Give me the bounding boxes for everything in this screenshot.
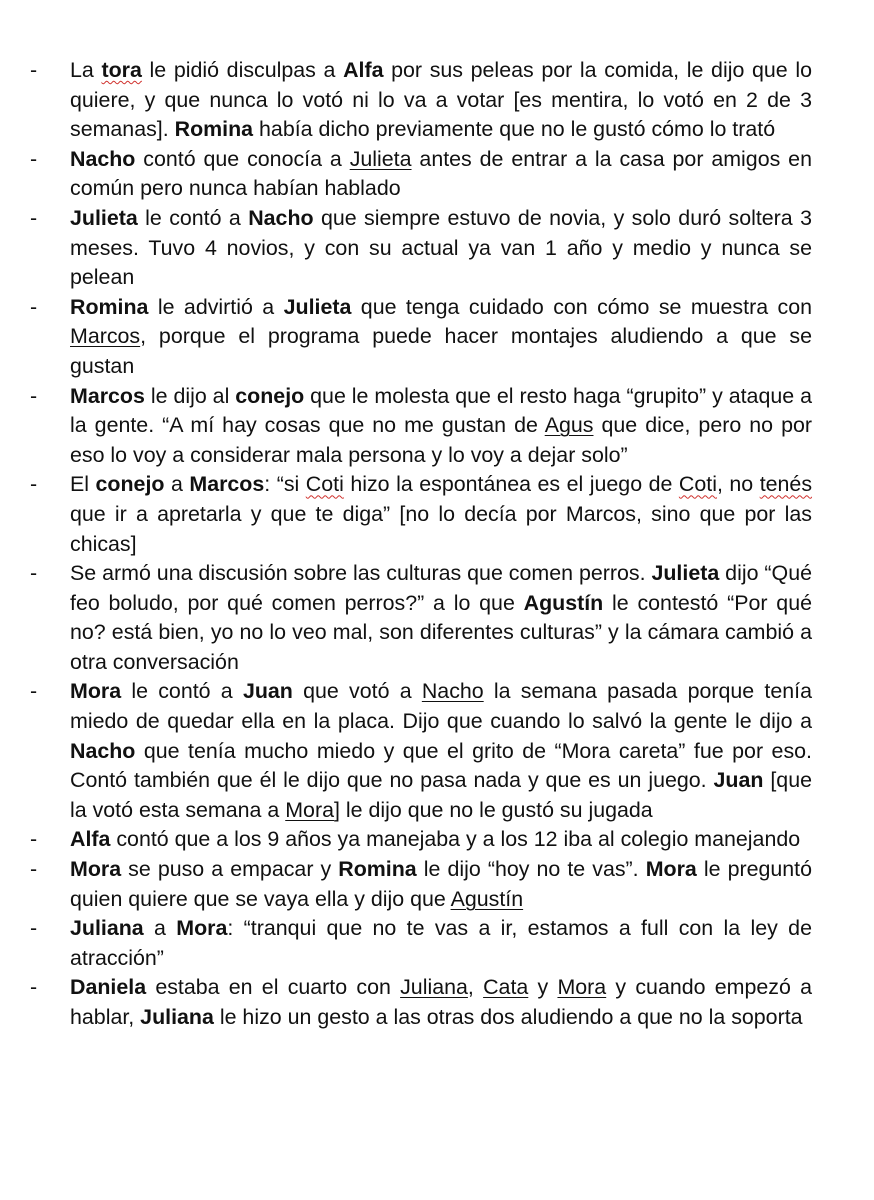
bullet-text [70,384,812,467]
text-run: le advirtió a [148,294,284,319]
text-run: que votó a [292,679,422,704]
bullet-dash: - [30,916,38,941]
bullet-item [0,914,812,973]
text-run: , porque el programa puede hacer montajes aludiendo a que se gustan [70,324,812,378]
bullet-dash: - [30,58,38,82]
bold-name: Mora [70,857,122,882]
bullet-item [0,56,812,145]
bullet-item [0,677,812,825]
underlined-name: Mora [557,975,607,1000]
text-run: y [528,975,558,1000]
text-run: hizo la espontánea es el juego de [343,472,679,497]
bold-name: Mora [645,857,697,882]
bullet-dash: - [30,294,38,319]
text-run: contó que a los 9 años ya manejaba y a los 12 iba al colegio manejando [110,827,801,852]
text-run: se puso a empacar y [121,857,339,882]
text-run: ] le dijo que no le gustó su jugada [333,797,653,822]
bold-name: Alfa [343,58,384,82]
text-run: El [70,472,96,497]
bullet-item [0,855,812,914]
bullet-dash: - [30,975,38,1000]
bold-name: Juan [242,679,293,704]
bold-name: Juliana [140,1005,214,1029]
bold-name: Romina [70,294,149,319]
bold-name: Nacho [70,738,136,763]
bullet-text [70,679,812,821]
bullet-text [70,916,812,970]
text-run: le preguntó quien quiere que se vaya ella y dijo que [70,857,813,911]
bold-name: Julieta [70,205,138,230]
bold-name: Romina [174,117,254,142]
text-run: : “tranqui que no te vas a ir, estamos a full con la ley de atracción” [70,916,812,970]
text-run: antes de entrar a la casa por amigos en común pero nunca habían hablado [70,146,812,201]
text-run: la semana pasada porque tenía miedo de quedar ella en la placa. Dijo que cuando lo salvó la gente le dijo a [70,679,812,734]
text-run: le dijo al [144,383,236,408]
text-run: contó que conocía a [135,146,350,171]
spellcheck-word: tenés [759,472,813,497]
bullet-dash: - [30,146,38,171]
text-run: a [164,472,190,497]
underlined-name: Cata [483,975,529,1000]
text-run: que le molesta que el resto haga “grupito” y ataque a la gente. “A mí hay cosas que no me gustan de [70,383,812,438]
bullet-item [0,293,812,382]
underlined-name: Agustín [450,886,524,911]
bullet-text [70,58,812,141]
spellcheck-word: tora [101,58,142,82]
bullet-dash: - [30,383,38,408]
bullet-text [70,472,812,555]
text-run: había dicho previamente que no le gustó cómo lo trató [253,117,776,142]
text-run: que dice, pero no por eso lo voy a considerar mala persona y lo voy a dejar solo” [70,413,812,467]
bold-name: Romina [338,857,417,882]
text-run: y cuando empezó a hablar, [70,975,813,1029]
bullet-text [70,857,812,911]
text-run: le contó a [137,205,249,230]
text-run: que siempre estuvo de novia, y solo duró soltera 3 meses. Tuvo 4 novios, y con su actual ya van 1 año y medio y nunca se pelean [70,205,812,290]
underlined-name: Mora [285,797,334,822]
text-run: , no [716,472,760,497]
text-run: le pidió disculpas a [141,58,344,82]
text-run: estaba en el cuarto con [146,975,401,1000]
bold-name: Nacho [70,146,136,171]
underlined-name: Juliana [400,975,468,1000]
bullet-text [70,827,800,851]
spellcheck-word: Coti [305,472,344,497]
bullet-dash: - [30,472,38,497]
text-run: [que la votó esta semana a [70,768,812,822]
bullet-text [70,561,812,674]
text-run: : “si [264,472,306,497]
bold-name: conejo [235,383,305,408]
bold-name: Alfa [70,827,111,852]
bullet-text [70,975,812,1029]
underlined-name: Marcos [70,324,141,349]
bullet-item [0,973,812,1032]
text-run: le hizo un gesto a las otras dos aludiendo a que no la soporta [213,1005,803,1029]
bold-name: Agustín [523,590,604,615]
text-run: que tenía mucho miedo y que el grito de “Mora careta” fue por eso. Contó también que él le dijo que no pasa nada y que es un juego. [70,738,812,793]
spellcheck-word: Coti [678,472,717,497]
text-run: La [70,58,102,82]
text-run: , [467,975,484,1000]
bullet-text [70,206,812,289]
text-run: que ir a apretarla y que te diga” [no lo decía por Marcos, sino que por las chicas] [70,501,812,556]
bold-name: Marcos [189,472,265,497]
bold-name: Juliana [70,916,144,941]
bullet-item [0,204,812,293]
bullet-text [70,295,812,378]
bullet-item [0,145,812,204]
text-run: Se armó una discusión sobre las culturas que comen perros. [70,561,652,586]
bold-name: Julieta [283,294,352,319]
bold-name: Marcos [70,383,145,408]
bullet-dash: - [30,679,38,704]
bold-name: Nacho [248,205,314,230]
bullet-text [70,147,812,201]
text-run: le dijo “hoy no te vas”. [416,857,646,882]
bullet-dash: - [30,857,38,882]
bullet-list [0,56,874,1033]
bullet-dash: - [30,205,38,230]
bold-name: Daniela [70,975,147,1000]
bullet-item [0,470,812,559]
bold-name: Mora [70,679,122,704]
bullet-item [0,382,812,471]
text-run: dijo “Qué feo boludo, por qué comen perros?” a lo que [70,561,812,615]
document-page [0,56,874,1033]
bold-name: Juan [713,768,764,793]
text-run: a [143,916,177,941]
bullet-dash: - [30,561,38,586]
underlined-name: Julieta [349,146,412,171]
text-run: que tenga cuidado con cómo se muestra con [351,294,812,319]
underlined-name: Agus [544,413,594,438]
text-run: le contó a [121,679,243,704]
bold-name: Mora [176,916,228,941]
bold-name: conejo [95,472,165,497]
bullet-dash: - [30,827,38,852]
underlined-name: Nacho [421,679,484,704]
bullet-item [0,559,812,677]
bullet-item [0,825,812,855]
bold-name: Julieta [651,561,720,586]
text-run: por sus peleas por la comida, le dijo que lo quiere, y que nunca lo votó ni lo va a votar [es mentira, lo votó en 2 de 3 semanas]. [70,58,812,142]
text-run: le contestó “Por qué no? está bien, yo no lo veo mal, son diferentes culturas” y la cámara cambió a otra conversación [70,590,812,674]
